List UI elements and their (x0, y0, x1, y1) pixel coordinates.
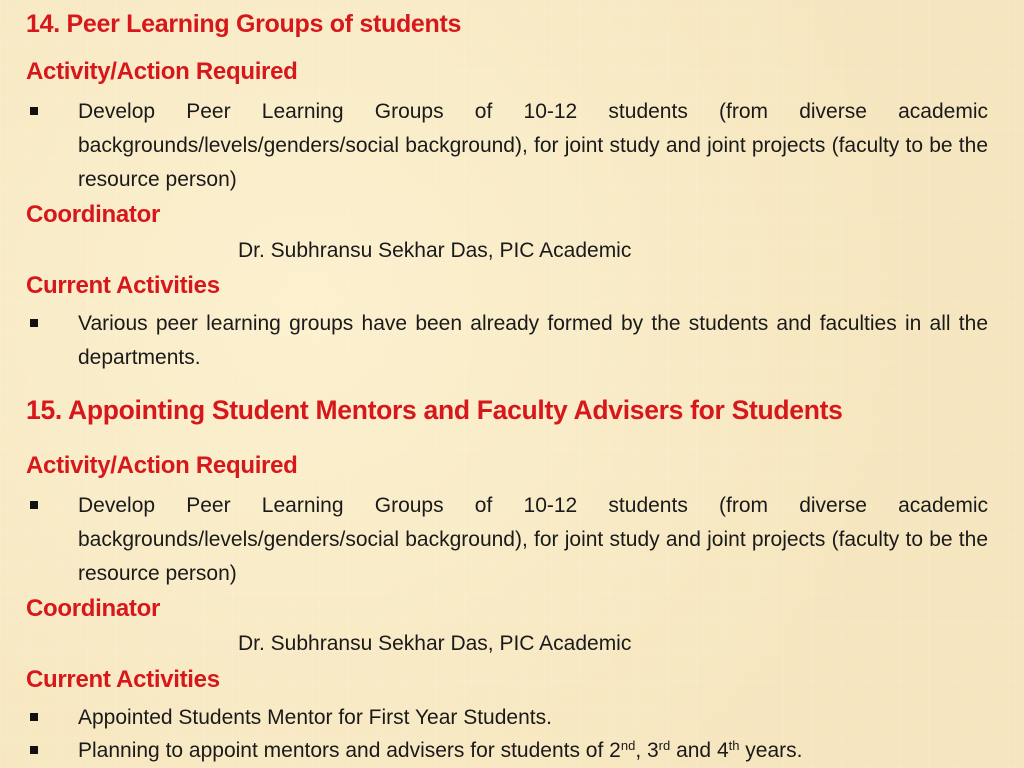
bullet-icon (30, 746, 38, 754)
section-15-coordinator-heading: Coordinator (26, 595, 161, 622)
bullet-icon (30, 501, 38, 509)
section-14-current-heading: Current Activities (26, 272, 220, 299)
section-14-current-item: Various peer learning groups have been already formed by the students and faculties in all the departments. (78, 312, 988, 369)
last-item-sup-nd: nd (620, 738, 636, 753)
bullet-icon (30, 107, 38, 115)
last-item-sup-rd: rd (658, 738, 671, 753)
section-14-activity-item: Develop Peer Learning Groups of 10-12 students (from diverse academic backgrounds/levels/genders/social background), for joint study and joint projects (faculty to be the resource person) (78, 100, 988, 191)
last-item-sup-th: th (728, 738, 740, 753)
last-item-mid2: and 4 (670, 739, 729, 762)
bullet-icon (30, 713, 38, 721)
last-item-suffix: years. (739, 739, 803, 762)
section-15-activity-item: Develop Peer Learning Groups of 10-12 students (from diverse academic backgrounds/levels/genders/social background), for joint study and joint projects (faculty to be the resource person) (78, 494, 988, 585)
section-15-title: 15. Appointing Student Mentors and Faculty Advisers for Students (26, 395, 843, 425)
section-14-activity-heading: Activity/Action Required (26, 58, 298, 85)
section-14-coordinator-name: Dr. Subhransu Sekhar Das, PIC Academic (238, 239, 632, 262)
section-15-current-heading: Current Activities (26, 666, 220, 693)
section-15-activity-heading: Activity/Action Required (26, 452, 298, 479)
section-14-coordinator-heading: Coordinator (26, 201, 161, 228)
section-14-title: 14. Peer Learning Groups of students (26, 10, 462, 38)
last-item-prefix: Planning to appoint mentors and advisers for students of 2 (78, 739, 621, 762)
section-15-current-item: Appointed Students Mentor for First Year Students. (78, 706, 552, 729)
bullet-icon (30, 319, 38, 327)
last-item-mid1: , 3 (635, 739, 659, 762)
section-15-coordinator-name: Dr. Subhransu Sekhar Das, PIC Academic (238, 632, 632, 655)
section-15-last-item (78, 734, 803, 768)
